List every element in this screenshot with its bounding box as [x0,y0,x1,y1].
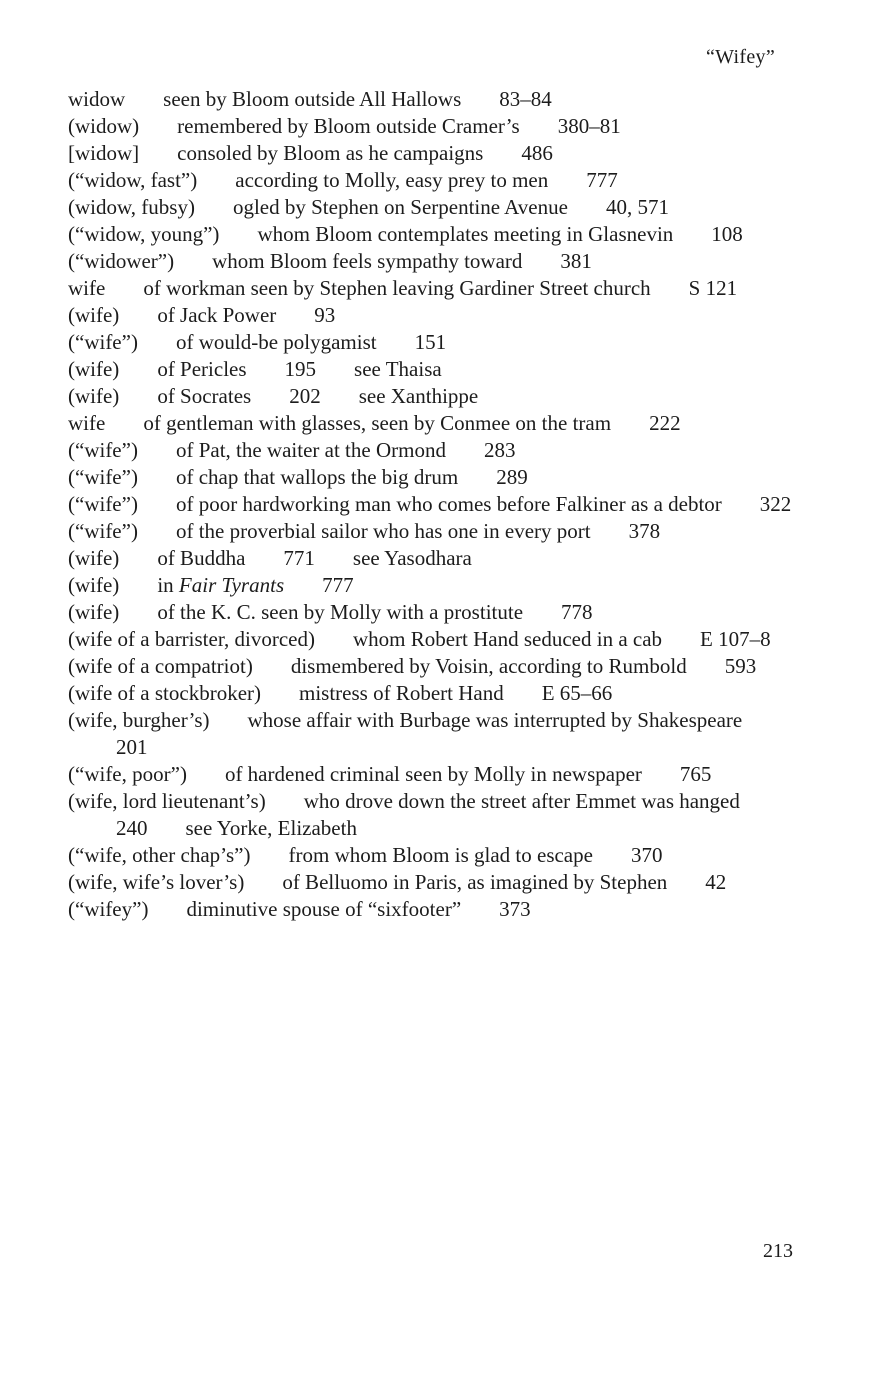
index-entry [68,248,798,275]
entry-page-reference: 771 [283,546,315,570]
entry-description-title: Fair Tyrants [178,573,285,597]
entry-description: remembered by Bloom outside Cramer’s [177,114,520,138]
entry-page-reference: 83–84 [499,87,552,111]
entry-description: mistress of Robert Hand [299,681,504,705]
entry-description: of Socrates [157,384,252,408]
entry-term: (wife) [68,384,120,408]
entry-page-reference: 289 [496,465,528,489]
entry-term: (wife) [68,357,120,381]
entry-page-reference: E 107–8 [700,627,771,651]
entry-description: whom Robert Hand seduced in a cab [352,627,663,651]
entry-description: of Belluomo in Paris, as imagined by Stephen [282,870,668,894]
index-entry [68,86,798,113]
index-entry [68,491,798,518]
entry-description: of the proverbial sailor who has one in every port [175,519,591,543]
entry-page-reference: S 121 [688,276,738,300]
entry-page-reference: 151 [414,330,447,354]
entry-description: of poor hardworking man who comes before Falkiner as a debtor [175,492,722,516]
entry-term: widow [68,87,126,111]
index-entries [68,86,798,923]
entry-description: from whom Bloom is glad to escape [288,843,593,867]
entry-description: whom Bloom feels sympathy toward [212,249,523,273]
entry-term: (wife of a stockbroker) [68,681,261,705]
entry-term: wife [68,411,106,435]
entry-cross-reference: see Xanthippe [358,384,479,408]
entry-page-reference: 378 [628,519,661,543]
entry-term: [widow] [68,141,140,165]
index-entry [68,167,798,194]
entry-page-reference: 201 [116,735,148,759]
entry-page-reference: 778 [561,600,593,624]
entry-term: (wife) [68,546,120,570]
entry-page-reference: 380–81 [557,114,621,138]
entry-description: of Buddha [157,546,246,570]
entry-term: (widow, fubsy) [68,195,195,219]
entry-description: of Jack Power [157,303,277,327]
entry-term: (“wife, other chap’s”) [68,843,251,867]
entry-term: wife [68,276,106,300]
entry-description: whom Bloom contemplates meeting in Glasnevin [257,222,674,246]
entry-term: (“wife, poor”) [68,762,187,786]
entry-description: of gentleman with glasses, seen by Conmee on the tram [143,411,612,435]
index-entry [68,302,798,329]
index-entry [68,572,798,599]
entry-term: (“widow, young”) [68,222,220,246]
index-entry [68,788,798,842]
entry-page-reference: 240 [116,816,148,840]
running-head: “Wifey” [705,46,775,68]
index-entry [68,383,798,410]
index-entry [68,869,798,896]
entry-term: (“wife”) [68,465,138,489]
entry-term: (wife) [68,573,120,597]
entry-term: (widow) [68,114,140,138]
entry-page-reference: 93 [314,303,336,327]
entry-page-reference: 777 [586,168,618,192]
entry-page-reference: 195 [284,357,317,381]
entry-page-reference: E 65–66 [541,681,613,705]
index-entry [68,410,798,437]
entry-description: of the K. C. seen by Molly with a prostitute [157,600,524,624]
entry-page-reference: 486 [521,141,553,165]
entry-page-reference: 283 [483,438,516,462]
index-entry [68,221,798,248]
entry-description: seen by Bloom outside All Hallows [163,87,462,111]
entry-term: (“wifey”) [68,897,149,921]
entry-page-reference: 765 [679,762,712,786]
index-entry [68,356,798,383]
entry-term: (“wife”) [68,330,138,354]
entry-cross-reference: see Yorke, Elizabeth [185,816,357,840]
entry-description: consoled by Bloom as he campaigns [177,141,484,165]
entry-page-reference: 373 [499,897,531,921]
entry-page-reference: 40, 571 [605,195,669,219]
entry-term: (wife) [68,600,120,624]
page-number: 213 [763,1240,793,1262]
entry-description: dismembered by Voisin, according to Rumbold [290,654,687,678]
entry-term: (wife of a barrister, divorced) [68,627,315,651]
entry-description: of workman seen by Stephen leaving Gardiner Street church [143,276,651,300]
index-entry [68,842,798,869]
entry-term: (wife, wife’s lover’s) [68,870,245,894]
entry-term: (wife) [68,303,120,327]
entry-page-reference: 202 [289,384,321,408]
index-entry [68,437,798,464]
entry-term: (“wife”) [68,519,138,543]
entry-term: (wife of a compatriot) [68,654,253,678]
index-entry [68,194,798,221]
index-entry [68,518,798,545]
index-entry [68,599,798,626]
entry-term: (“wife”) [68,438,138,462]
entry-page-reference: 381 [560,249,592,273]
entry-cross-reference: see Thaisa [354,357,442,381]
entry-description: who drove down the street after Emmet was hanged [303,789,740,813]
entry-page-reference: 42 [705,870,727,894]
entry-description: of would-be polygamist [175,330,377,354]
index-entry [68,680,798,707]
entry-page-reference: 222 [649,411,681,435]
index-entry [68,707,798,761]
entry-description-prefix: in [157,573,179,597]
entry-page-reference: 322 [759,492,792,516]
entry-term: (“wife”) [68,492,138,516]
entry-description: according to Molly, easy prey to men [235,168,549,192]
entry-description: of Pericles [157,357,247,381]
entry-page-reference: 777 [322,573,354,597]
index-entry [68,113,798,140]
entry-term: (wife, burgher’s) [68,708,210,732]
entry-description: diminutive spouse of “sixfooter” [186,897,462,921]
entry-term: (“widower”) [68,249,175,273]
entry-term: (“widow, fast”) [68,168,198,192]
entry-description: of chap that wallops the big drum [175,465,459,489]
entry-description: of hardened criminal seen by Molly in newspaper [224,762,642,786]
index-entry [68,761,798,788]
entry-page-reference: 108 [711,222,743,246]
index-entry [68,464,798,491]
index-entry [68,896,798,923]
entry-description: ogled by Stephen on Serpentine Avenue [232,195,568,219]
entry-page-reference: 370 [630,843,663,867]
entry-description: of Pat, the waiter at the Ormond [175,438,446,462]
index-entry [68,140,798,167]
index-entry [68,275,798,302]
index-entry [68,626,798,653]
entry-term: (wife, lord lieutenant’s) [68,789,266,813]
entry-page-reference: 593 [724,654,757,678]
index-entry [68,329,798,356]
index-entry [68,545,798,572]
entry-cross-reference: see Yasodhara [352,546,472,570]
entry-description: whose affair with Burbage was interrupted by Shakespeare [247,708,743,732]
index-entry [68,653,798,680]
